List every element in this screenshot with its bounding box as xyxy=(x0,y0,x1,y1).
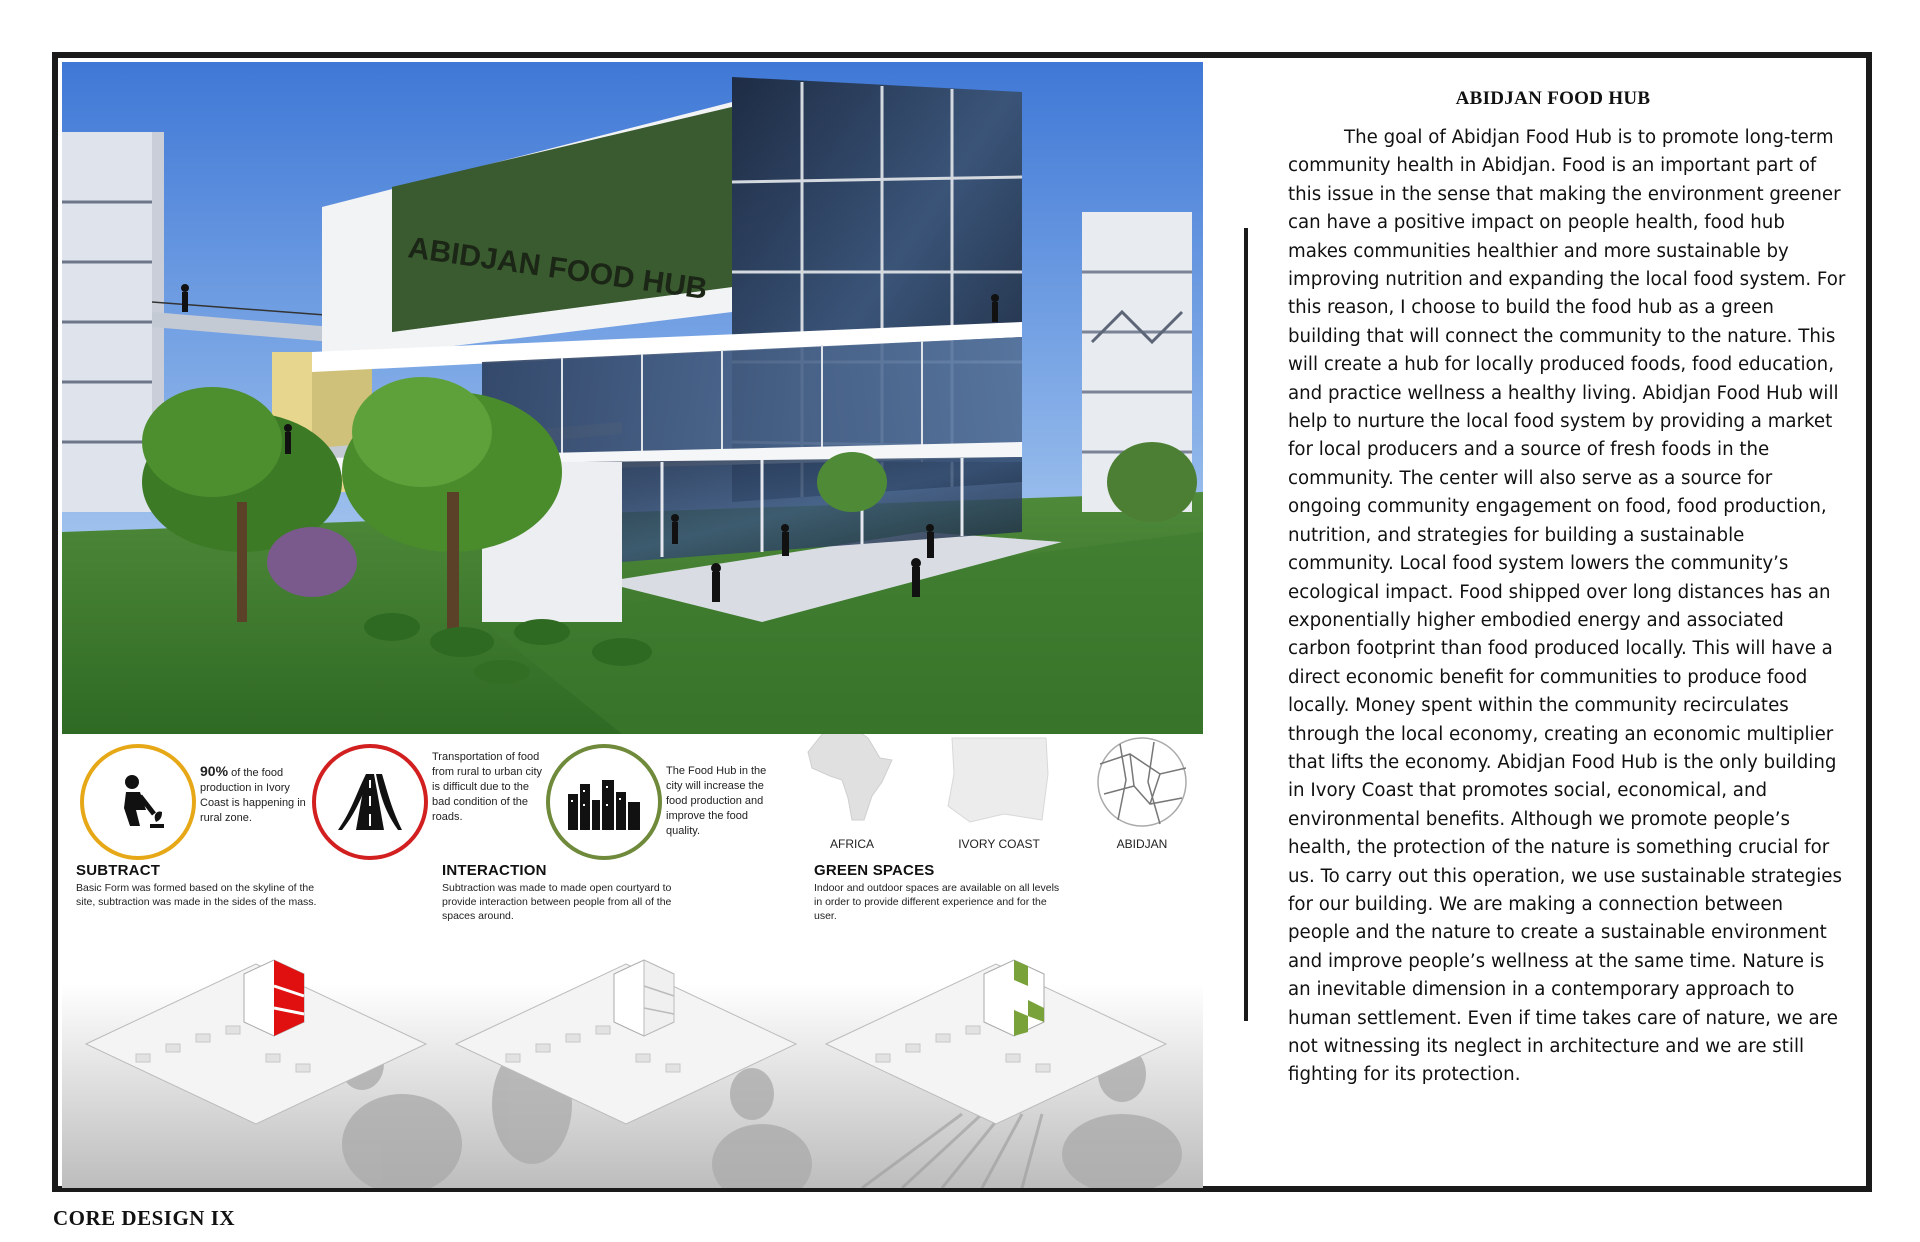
section-text-interaction: Subtraction was made to made open courtyard to provide interaction between people from all of the spaces around. xyxy=(442,882,672,922)
section-text-green-spaces: Indoor and outdoor spaces are available on all levels in order to provide different experience and for the user. xyxy=(814,882,1060,922)
massing-diagram-green-spaces xyxy=(826,960,1166,1124)
concept-panel xyxy=(62,734,1203,1188)
map-label-africa: AFRICA xyxy=(829,837,874,851)
text-column xyxy=(1288,88,1878,1090)
section-title-subtract: SUBTRACT xyxy=(76,862,161,879)
fact-highlight: 90% xyxy=(200,763,229,779)
map-label-abidjan: ABIDJAN xyxy=(1116,837,1168,851)
section-title-interaction: INTERACTION xyxy=(442,862,547,879)
fact-circle-roads xyxy=(312,744,428,860)
section-text-subtract: Basic Form was formed based on the skyline of the site, subtraction was made in the sides of the mass. xyxy=(76,882,317,908)
text-column-divider xyxy=(1244,228,1248,1021)
farmer-planting-icon xyxy=(106,770,170,834)
map-label-ivory-coast: IVORY COAST xyxy=(958,837,1040,851)
city-skyline-icon xyxy=(566,774,642,830)
fact-circle-city xyxy=(546,744,662,860)
fact-text-roads: Transportation of food from rural to urban city is difficult due to the bad condition of the roads. xyxy=(432,751,543,823)
fact-circle-farming xyxy=(80,744,196,860)
fact-text-city: The Food Hub in the city will increase the food production and improve the food quality. xyxy=(666,765,767,837)
course-label: CORE DESIGN IX xyxy=(53,1206,236,1230)
fact-text-farming: 90% of the food production in Ivory Coast is happening in rural zone. xyxy=(200,763,306,824)
africa-map-icon xyxy=(804,734,894,824)
massing-diagrams xyxy=(76,934,1196,1134)
page-frame xyxy=(52,52,1872,1192)
building-render xyxy=(62,62,1203,734)
document-body: The goal of Abidjan Food Hub is to promote long-term community health in Abidjan. Food is an important part of this issue in the sense that making the environment greener can have a positive impact on people health, food hub makes communities healthier and more sustainable by improving nutrition and expanding the local food system. For this reason, I choose to build the food hub as a green building that will connect the community to the nature. This will create a hub for locally produced foods, food education, and practice wellness a healthy living. Abidjan Food Hub will help to nurture the local food system by providing a market for local producers and a source of fresh foods in the community. The center will also serve as a source for ongoing community engagement on food, food production, nutrition, and strategies for building a sustainable community. Local food system lowers the community’s ecological impact. Food shipped over long distances has an exponentially higher embodied energy and associated carbon footprint than food produced locally. This will have a direct economic benefit for communities to produce food locally. Money spent within the community recirculates through the local economy, creating an economic multiplier that lifts the economy. Abidjan Food Hub is the only building in Ivory Coast that promotes social, economical, and environmental benefits. Although we promote people’s health, the protection of the nature is something crucial for us. To carry out this operation, we use sustainable strategies for our building. We are making a connection between people and the nature to create a sustainable environment and improve people’s wellness at the same time. Nature is an inevitable dimension in a contemporary approach to human settlement. Even if time takes care of nature, we are not witnessing its neglect in architecture and we are still fighting for its protection. xyxy=(1288,127,1846,1086)
document-title: ABIDJAN FOOD HUB xyxy=(1455,88,1651,109)
massing-diagram-interaction xyxy=(456,960,796,1124)
ivory-coast-map-icon xyxy=(944,734,1054,824)
building-render-illustration xyxy=(62,62,1203,734)
massing-diagram-subtract xyxy=(86,960,426,1124)
abidjan-street-map-icon xyxy=(1090,734,1194,830)
building-sign: ABIDJAN FOOD HUB xyxy=(406,231,710,306)
section-title-green-spaces: GREEN SPACES xyxy=(814,862,935,879)
road-icon xyxy=(338,770,402,834)
